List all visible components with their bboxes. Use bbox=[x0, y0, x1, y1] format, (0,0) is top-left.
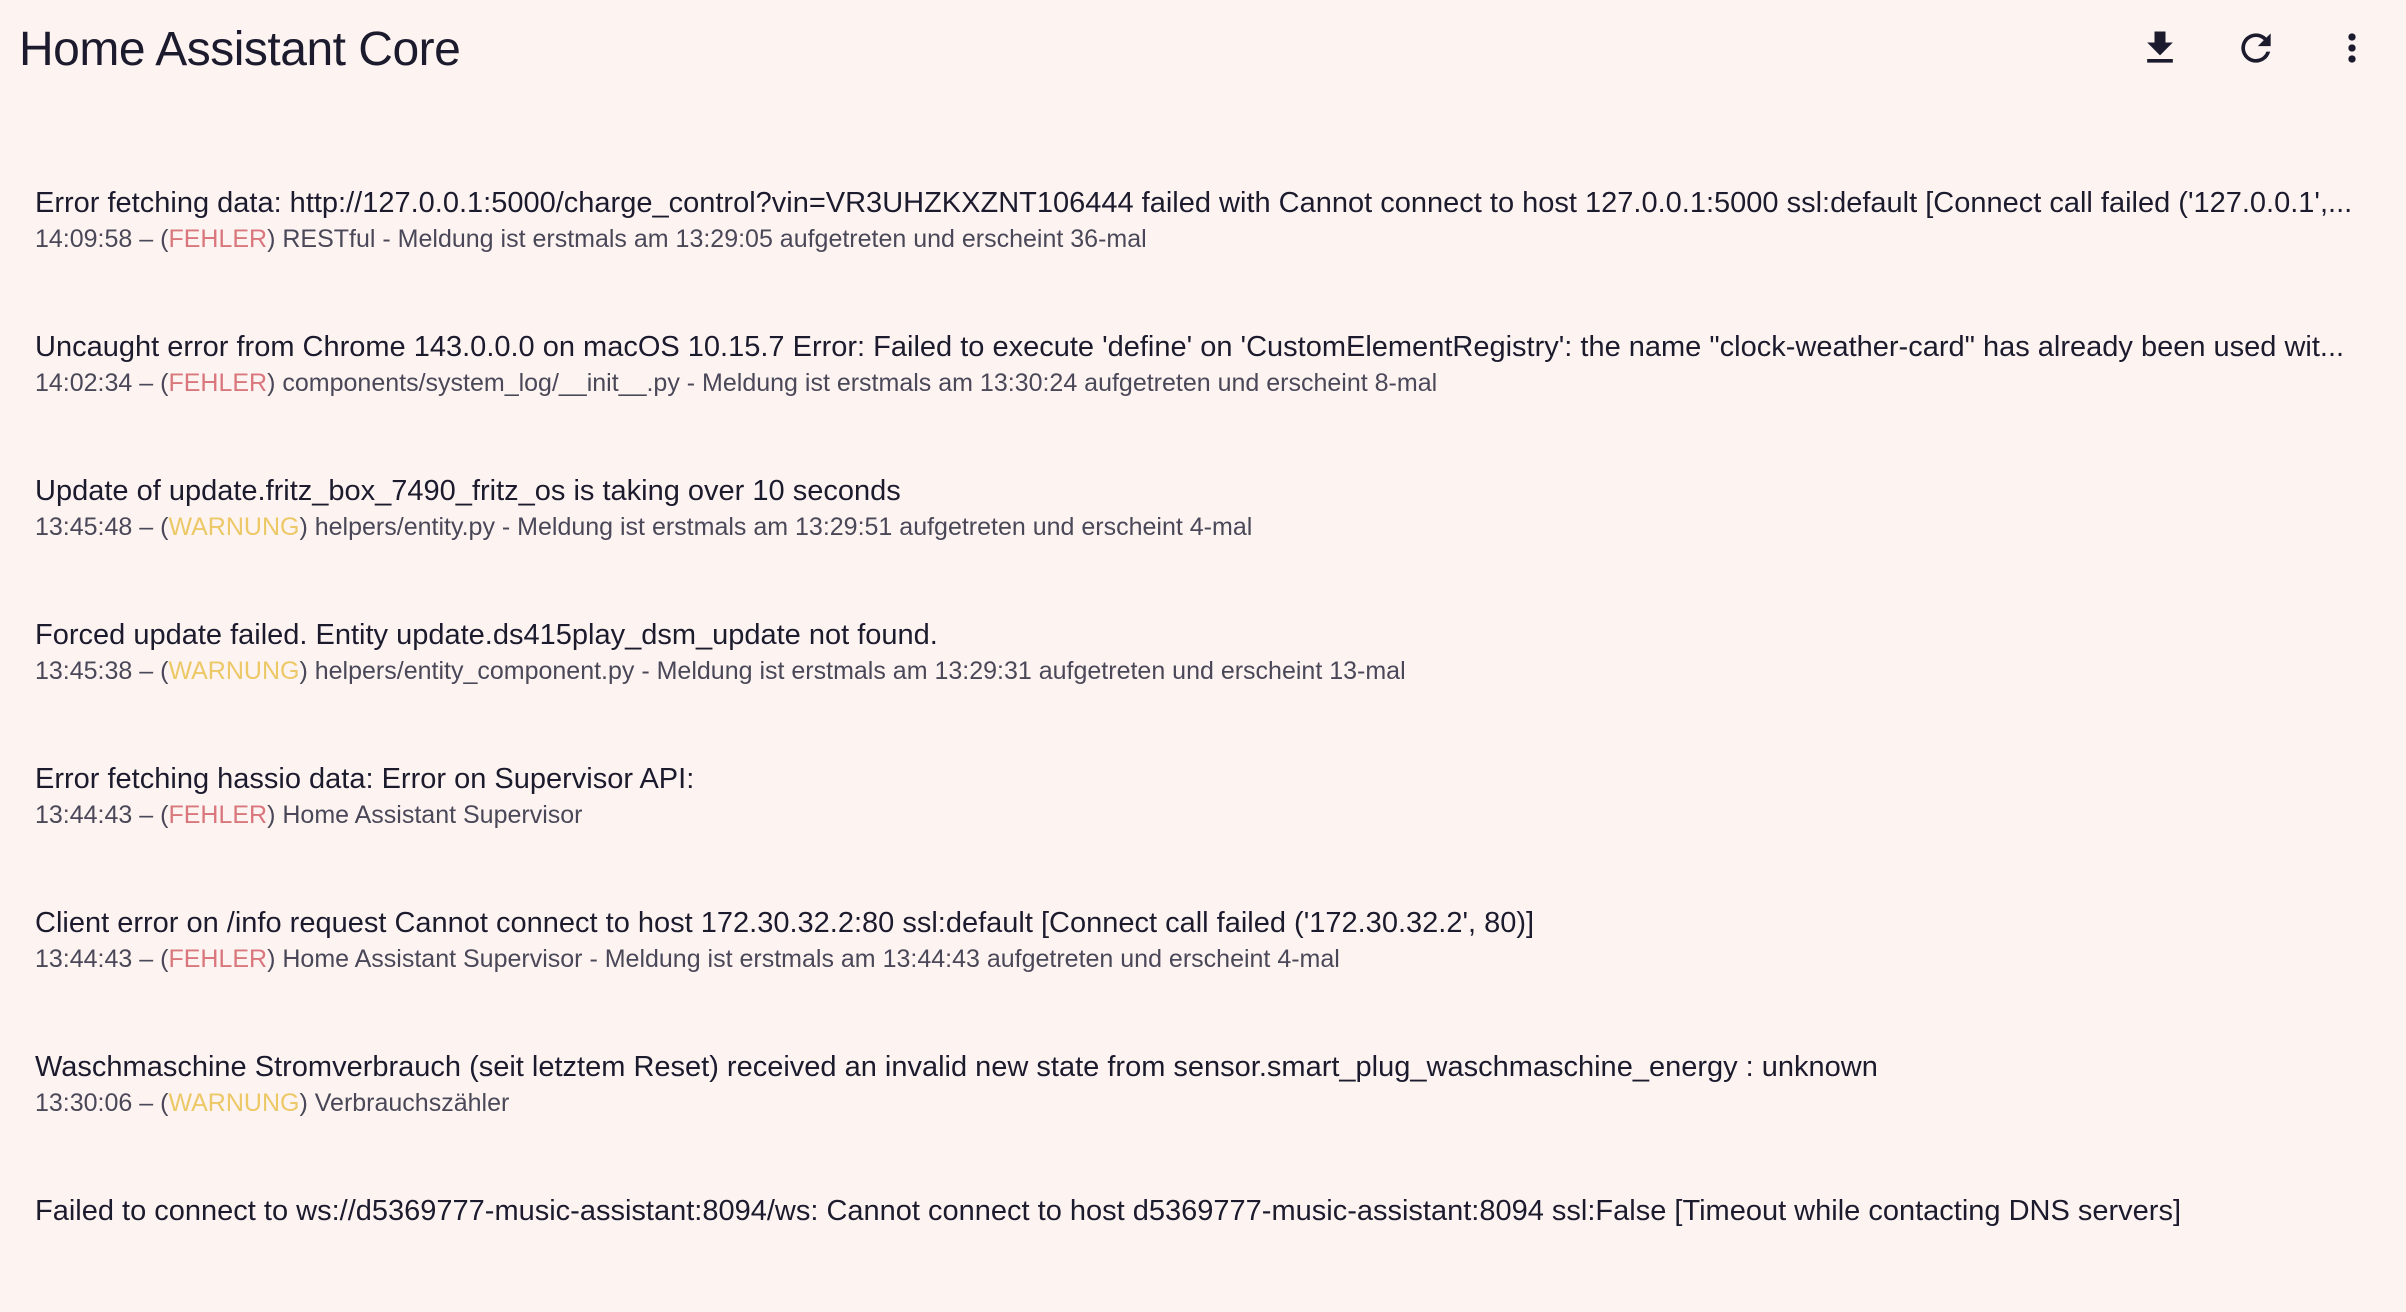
more-options-button[interactable] bbox=[2324, 20, 2380, 76]
log-meta: 13:45:38 – (WARNUNG) helpers/entity_component.py - Meldung ist erstmals am 13:29:31 aufgetreten und erscheint 13-mal bbox=[35, 657, 1406, 685]
log-meta: 13:44:43 – (FEHLER) Home Assistant Supervisor - Meldung ist erstmals am 13:44:43 aufgetreten und erscheint 4-mal bbox=[35, 945, 1340, 973]
log-meta: 13:30:06 – (WARNUNG) Verbrauchszähler bbox=[35, 1089, 510, 1117]
log-level-badge: WARNUNG bbox=[168, 657, 300, 685]
download-button[interactable] bbox=[2132, 20, 2188, 76]
log-time: 14:09:58 bbox=[35, 225, 133, 253]
log-time: 13:44:43 bbox=[35, 801, 133, 829]
log-message: Waschmaschine Stromverbrauch (seit letztem Reset) received an invalid new state from sensor.smart_plug_waschmaschine_energy : unknown bbox=[35, 1051, 1878, 1083]
log-time: 13:44:43 bbox=[35, 945, 133, 973]
log-source: helpers/entity_component.py - Meldung ist erstmals am 13:29:31 aufgetreten und erscheint 13-mal bbox=[314, 657, 1406, 685]
log-message: Failed to connect to ws://d5369777-music-assistant:8094/ws: Cannot connect to host d5369777-music-assistant:8094 ssl:False [Timeout while contacting DNS servers] bbox=[35, 1195, 2181, 1227]
more-vertical-icon bbox=[2330, 26, 2374, 70]
log-entry[interactable] bbox=[0, 736, 2406, 880]
log-message: Forced update failed. Entity update.ds415play_dsm_update not found. bbox=[35, 619, 938, 651]
log-time: 13:45:38 bbox=[35, 657, 133, 685]
log-entry[interactable] bbox=[0, 448, 2406, 592]
log-message: Error fetching hassio data: Error on Supervisor API: bbox=[35, 763, 695, 795]
log-meta: 13:45:48 – (WARNUNG) helpers/entity.py - Meldung ist erstmals am 13:29:51 aufgetreten und erscheint 4-mal bbox=[35, 513, 1253, 541]
log-source: RESTful - Meldung ist erstmals am 13:29:05 aufgetreten und erscheint 36-mal bbox=[282, 225, 1147, 253]
log-time: 13:30:06 bbox=[35, 1089, 133, 1117]
log-message: Uncaught error from Chrome 143.0.0.0 on macOS 10.15.7 Error: Failed to execute 'define' on 'CustomElementRegistry': the name "clock-weather-card" has already been used wit... bbox=[35, 331, 2345, 363]
log-source: helpers/entity.py - Meldung ist erstmals am 13:29:51 aufgetreten und erscheint 4-mal bbox=[314, 513, 1253, 541]
toolbar-actions bbox=[2132, 20, 2382, 80]
log-source: Home Assistant Supervisor - Meldung ist erstmals am 13:44:43 aufgetreten und erscheint 4-mal bbox=[282, 945, 1340, 973]
log-entry[interactable] bbox=[0, 592, 2406, 736]
refresh-button[interactable] bbox=[2228, 20, 2284, 76]
log-entry[interactable] bbox=[0, 304, 2406, 448]
log-entry[interactable] bbox=[0, 880, 2406, 1024]
log-meta: 14:02:34 – (FEHLER) components/system_log/__init__.py - Meldung ist erstmals am 13:30:24 aufgetreten und erscheint 8-mal bbox=[35, 369, 1438, 397]
page-title: Home Assistant Core bbox=[19, 23, 461, 76]
log-message: Client error on /info request Cannot connect to host 172.30.32.2:80 ssl:default [Connect call failed ('172.30.32.2', 80)] bbox=[35, 907, 1535, 939]
log-level-badge: FEHLER bbox=[168, 945, 268, 973]
log-level-badge: FEHLER bbox=[168, 801, 268, 829]
log-entry[interactable] bbox=[0, 160, 2406, 304]
log-source: Home Assistant Supervisor bbox=[282, 801, 583, 829]
log-meta: 14:09:58 – (FEHLER) RESTful - Meldung ist erstmals am 13:29:05 aufgetreten und erscheint 36-mal bbox=[35, 225, 1147, 253]
top-app-bar bbox=[0, 0, 2406, 104]
log-time: 13:45:48 bbox=[35, 513, 133, 541]
log-time: 14:02:34 bbox=[35, 369, 133, 397]
log-entry[interactable] bbox=[0, 1024, 2406, 1168]
log-level-badge: FEHLER bbox=[168, 369, 268, 397]
log-level-badge: WARNUNG bbox=[168, 1089, 300, 1117]
log-meta: 13:44:43 – (FEHLER) Home Assistant Supervisor bbox=[35, 801, 583, 829]
log-message: Error fetching data: http://127.0.0.1:5000/charge_control?vin=VR3UHZKXZNT106444 failed with Cannot connect to host 127.0.0.1:5000 ssl:default [Connect call failed ('127.0.0.1',... bbox=[35, 187, 2353, 219]
log-list bbox=[0, 160, 2406, 1312]
log-entry[interactable] bbox=[0, 1168, 2406, 1312]
log-level-badge: WARNUNG bbox=[168, 513, 300, 541]
download-icon bbox=[2138, 26, 2182, 70]
log-source: Verbrauchszähler bbox=[314, 1089, 510, 1117]
log-message: Update of update.fritz_box_7490_fritz_os is taking over 10 seconds bbox=[35, 475, 901, 507]
refresh-icon bbox=[2234, 26, 2278, 70]
log-level-badge: FEHLER bbox=[168, 225, 268, 253]
log-source: components/system_log/__init__.py - Meldung ist erstmals am 13:30:24 aufgetreten und erscheint 8-mal bbox=[282, 369, 1438, 397]
